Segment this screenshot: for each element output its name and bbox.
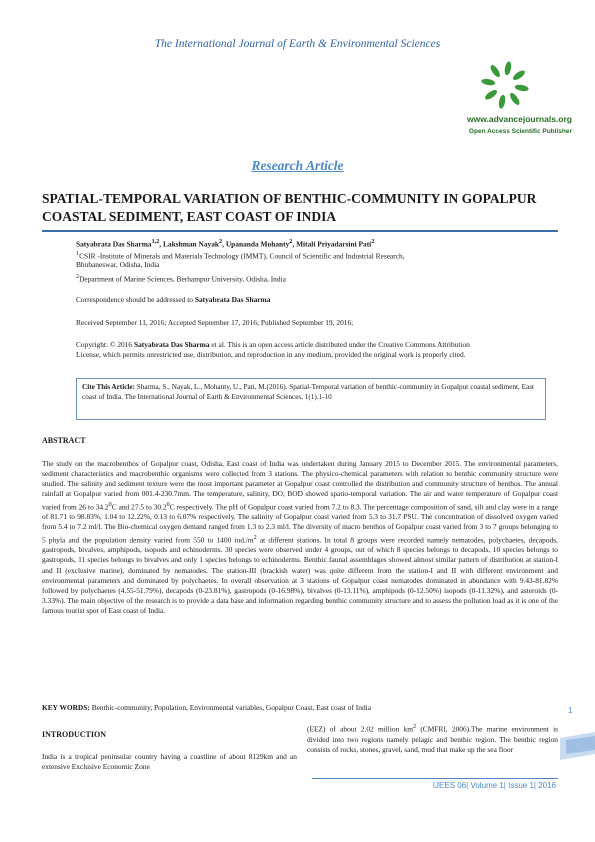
author-sep: , [292, 239, 297, 249]
keywords-text: Benthic-community, Population, Environmental variables, Gopalpur Coast, East coast of India [89, 703, 371, 712]
author-sup: 2 [219, 239, 223, 245]
article-type: Research Article [251, 158, 344, 173]
abstract-heading: ABSTRACT [42, 436, 86, 445]
author-sup: 2 [289, 239, 293, 245]
author-name: Satyabrata Das Sharma [76, 239, 152, 249]
footer: IJEES 06| Volume 1| Issue 1| 2016 [432, 781, 556, 790]
cite-label: Cite This Article: [82, 383, 135, 391]
author-sup: 1,2 [151, 239, 160, 245]
abstract-text: at different stations. In total 8 groups were recorded namely nematodes, polychaetes, decapods, gastropods, bivalves, amphipods, isopods and echinoderms. 30 species were observed under 4 groups, out of which 8 species belongs to decapods, 10 species belongs to gastropods, 11 species belongs to bivalves and only 1 species belongs to echinoderms. Benthic faunal assemblages showed almost similar pattern of distribution at station-I and II (exclusive marine), dominated by nematodes. The station-III (brackish water) was quite different from the station-I and II with different environment and environmental parameters and dominated by polychaetes. In overall observation at 3 stations of Gopalpur coast nematodes dominated in abundance with 9.43-81.82% followed by polychaetes (4.55-51.79%), decapods (0-23.81%), gastropods (0-16.98%), bivalves (0-13.11%), amphipods (0-12.50%) isopods (0-11.32%), and asteroids (0-3.33%). The main objective of the research is to provide a data base and information regarding benthic community structure and to assess the pollution load as it is one of the famous tourist spot of East coast of India. [42, 535, 558, 616]
introduction-heading: INTRODUCTION [42, 730, 107, 739]
square-sup: 2 [253, 534, 257, 541]
publication-dates: Received September 11, 2016; Accepted September 17, 2016; Published September 19, 2016; [76, 318, 354, 327]
degree-sup: 0 [166, 501, 170, 508]
square-sup: 2 [413, 724, 417, 730]
keywords-label: KEY WORDS: [42, 703, 90, 712]
cite-text: Sharma, S., Nayak, L., Mohanty, U., Pati, M.(2016). Spatial-Temporal variation of benthic-community in Gopalpur coastal sediment, East coast of India. The International Journal of Earth & Environmental Sciences, 1(1).1-10 [82, 383, 535, 401]
page-number: 1 [568, 706, 573, 715]
author-sup: 2 [371, 239, 375, 245]
affiliation-sup: 2 [76, 274, 80, 280]
journal-name: The International Journal of Earth & Environmental Sciences [154, 38, 441, 50]
copyright-text: et al. This is an open access article distributed under the Creative Commons Attribution License, which permits unrestricted use, distribution, and reproduction in any medium, provided the original work is properly cited. [76, 340, 470, 360]
introduction-left-column: India is a tropical peninsular country having a coastline of about 8129km and an extensive Exclusive Economic Zone [42, 752, 297, 772]
author-name: Lakshman Nayak [162, 239, 220, 249]
blue-ribbon-decoration [560, 732, 595, 760]
affiliation-2 [76, 272, 556, 285]
keywords [42, 703, 558, 712]
copyright-name: Satyabrata Das Sharma [133, 340, 210, 349]
abstract-text: C and 27.5 to 30.2 [111, 502, 167, 512]
title-rule [42, 230, 558, 232]
affiliation-1-line2: Bhubaneswar, Odisha, India [76, 260, 160, 269]
author-sep: , [222, 239, 226, 249]
author-name: Upananda Mohanty [225, 239, 290, 249]
abstract-text: The study on the macrobenthos of Gopalpur coast, Odisha, East coast of India was undertaken during January 2015 to December 2015. The environmental parameters, sediment characteristics and macrobenthic organisms were collected from 3 stations. The physico-chemical parameters with relation to benthic community structure were studied. The salinity and sediment texture were the most important parameter at Gopalpur coast controlled the distribution and community structure of benthos. The annual rainfall at Gopalpur varied from 001.4-230.7mm. The temperature, salinity, DO, BOD showed spatio-temporal variation. The air and water temperature of Gopalpur coast varied from 26 to 34.2 [42, 459, 558, 512]
footer-rule [312, 778, 558, 779]
publisher-url[interactable]: www.advancejournals.org [466, 114, 572, 124]
author-list [76, 237, 556, 250]
abstract-body [42, 459, 558, 616]
abstract-text: C respectively. The pH of Gopalpur coast varied from 7.2 to 8.3. The percentage composition of sand, silt and clay were in a range of 81.71 to 98.83%, 1.04 to 12.22%, 0.13 to 6.07% respectively. The salinity of Gopalpur coast varied from 5.3 to 31.7 PSU. The concentration of dissolved oxygen varied from 5.4 to 7.2 ml/l. The Bio-chemical oxygen demand ranged from 1.3 to 2.3 ml/l. The diversity of macro benthos of Gopalpur coast varied from 3 to 7 groups belonging to 5 phyla and the population density varied from 550 to 1400 ind./m [42, 502, 559, 545]
copyright [76, 340, 486, 361]
introduction-right-column [307, 722, 558, 755]
cite-box [76, 378, 546, 420]
correspondence-prefix: Correspondence should be addressed to [76, 295, 195, 304]
correspondence-name: Satyabrata Das Sharma [194, 295, 271, 304]
author-sep: , [159, 239, 163, 249]
paper-title: SPATIAL-TEMPORAL VARIATION OF BENTHIC-COMMUNITY IN GOPALPUR COASTAL SEDIMENT, EAST COAST OF INDIA [42, 191, 537, 224]
intro-text: (EEZ) of about 2.02 million km [307, 724, 413, 734]
leaf-spiral-logo [480, 60, 530, 110]
affiliation-text: CSIR -Institute of Minerals and Materials Technology (IMMT), Council of Scientific and Industrial Research, [79, 251, 405, 261]
intro-text: (CMFRI, 2006).The marine environment is divided into two regions namely pelagic and benthic region. The benthic region consists of rocks, stones, gravel, sand, mud that make up the sea floor [307, 724, 558, 755]
affiliation-sup: 1 [76, 251, 80, 257]
copyright-prefix: Copyright: © 2016 [76, 340, 134, 349]
affiliation-text: Department of Marine Sciences, Berhampur University, Odisha, India [79, 274, 286, 284]
publisher-tagline: Open Access Scientific Publisher [468, 128, 572, 135]
correspondence [76, 295, 556, 305]
degree-sup: 0 [108, 501, 112, 508]
author-name: Mitali Priyadarsini Pati [296, 239, 372, 249]
